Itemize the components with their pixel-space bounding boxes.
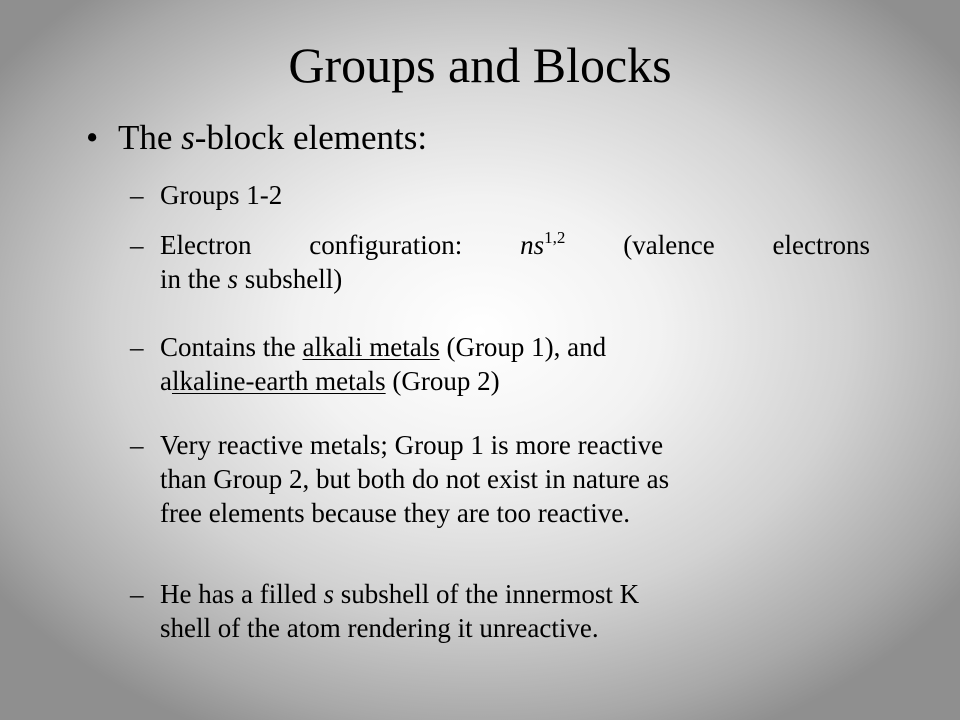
sub-bullet-line [130,577,870,611]
bullet-text-suffix: -block elements: [194,118,428,157]
sub-bullet-line [130,262,870,296]
text-fragment: (valence electrons [565,230,870,260]
text-fragment: a [160,366,172,396]
sub-bullet-dash: – [130,180,144,210]
sub-bullet-contains [130,330,870,398]
text-fragment: Electron configuration: [160,230,521,260]
text-fragment-italic: s [227,264,239,294]
sub-bullet-line [130,228,870,262]
bullet-dot: • [86,118,99,157]
sub-bullet-line: than Group 2, but both do not exist in nature as [160,464,670,494]
sub-bullet-line: Very reactive metals; Group 1 is more reactive [160,430,664,460]
text-fragment: subshell of the innermost K [333,579,640,609]
sub-bullet-dash: – [130,430,144,460]
bullet-text-prefix: The [118,118,182,157]
bullet-text-italic: s [181,118,195,157]
text-fragment: (Group 2) [385,366,500,396]
superscript: 1,2 [544,228,566,247]
text-fragment: in the [160,264,228,294]
sub-bullet-text: Groups 1-2 [160,180,283,210]
sub-bullet-line [130,330,870,364]
sub-bullet-line: shell of the atom rendering it unreactive. [160,613,599,643]
text-fragment-italic: ns [520,230,545,260]
sub-bullet-dash: – [130,579,144,609]
text-fragment: Contains the [160,332,303,362]
sub-bullet-line [130,364,870,398]
sub-bullet-line: free elements because they are too reactive. [160,498,630,528]
text-fragment: (Group 1), and [439,332,607,362]
slide-title: Groups and Blocks [288,37,672,93]
sub-bullet-helium [130,577,870,645]
sub-bullet-dash: – [130,230,144,260]
sub-bullet-groups [130,178,870,212]
main-bullet [86,114,427,162]
sub-bullet-electron-configuration [130,228,870,296]
alkali-metals-link[interactable]: alkali metals [302,332,440,362]
alkaline-earth-metals-link[interactable]: lkaline-earth metals [171,366,386,396]
text-fragment-italic: s [323,579,334,609]
sub-bullet-reactivity [130,428,870,530]
text-fragment: subshell) [238,264,343,294]
text-fragment: He has a filled [160,579,324,609]
sub-bullet-dash: – [130,332,144,362]
